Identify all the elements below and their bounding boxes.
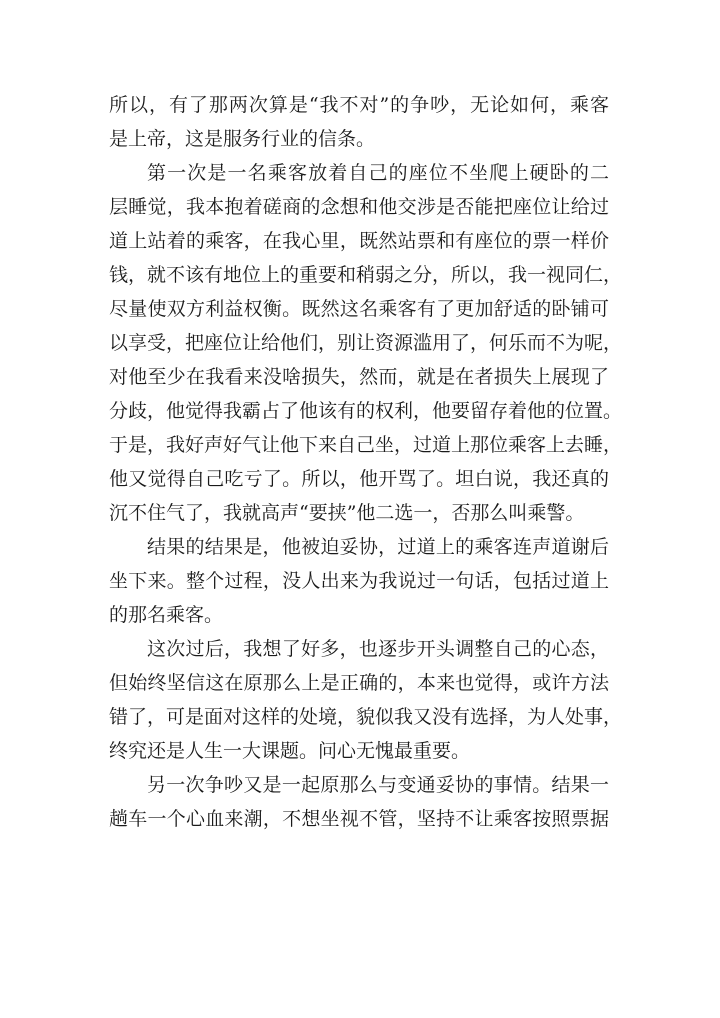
text-line: 钱，就不该有地位上的重要和稍弱之分，所以，我一视同仁，	[109, 264, 623, 286]
text-line: 于是，我好声好气让他下来自己坐，过道上那位乘客上去睡，	[109, 434, 623, 456]
text-line: 这次过后，我想了好多，也逐步开头调整自己的心态，	[147, 638, 609, 660]
text-line: 趟车一个心血来潮，不想坐视不管，坚持不让乘客按照票据	[109, 808, 609, 830]
text-line: 所以，有了那两次算是“我不对”的争吵，无论如何，乘客	[109, 94, 609, 116]
text-line: 沉不住气了，我就高声“要挟”他二选一，否那么叫乘警。	[109, 502, 585, 524]
document-page	[109, 88, 623, 836]
text-line: 终究还是人生一大课题。问心无愧最重要。	[109, 740, 471, 762]
text-line: 以享受，把座位让给他们，别让资源滥用了，何乐而不为呢，	[109, 332, 623, 354]
text-line: 坐下来。整个过程，没人出来为我说过一句话，包括过道上	[109, 570, 609, 592]
text-line: 错了，可是面对这样的处境，貌似我又没有选择，为人处事，	[109, 706, 623, 728]
text-line: 的那名乘客。	[109, 604, 224, 626]
text-line: 道上站着的乘客，在我心里，既然站票和有座位的票一样价	[109, 230, 609, 252]
text-line: 层睡觉，我本抱着磋商的念想和他交涉是否能把座位让给过	[109, 196, 609, 218]
text-line: 结果的结果是，他被迫妥协，过道上的乘客连声道谢后	[147, 536, 609, 558]
text-line: 另一次争吵又是一起原那么与变通妥协的事情。结果一	[147, 774, 609, 796]
text-line: 但始终坚信这在原那么上是正确的，本来也觉得，或许方法	[109, 672, 609, 694]
text-line: 第一次是一名乘客放着自己的座位不坐爬上硬卧的二	[147, 162, 609, 184]
text-line: 他又觉得自己吃亏了。所以，他开骂了。坦白说，我还真的	[109, 468, 609, 490]
text-line: 分歧，他觉得我霸占了他该有的权利，他要留存着他的位置。	[109, 400, 623, 422]
text-line: 对他至少在我看来没啥损失，然而，就是在者损失上展现了	[109, 366, 609, 388]
text-line: 尽量使双方利益权衡。既然这名乘客有了更加舒适的卧铺可	[109, 298, 609, 320]
text-line: 是上帝，这是服务行业的信条。	[109, 128, 376, 150]
